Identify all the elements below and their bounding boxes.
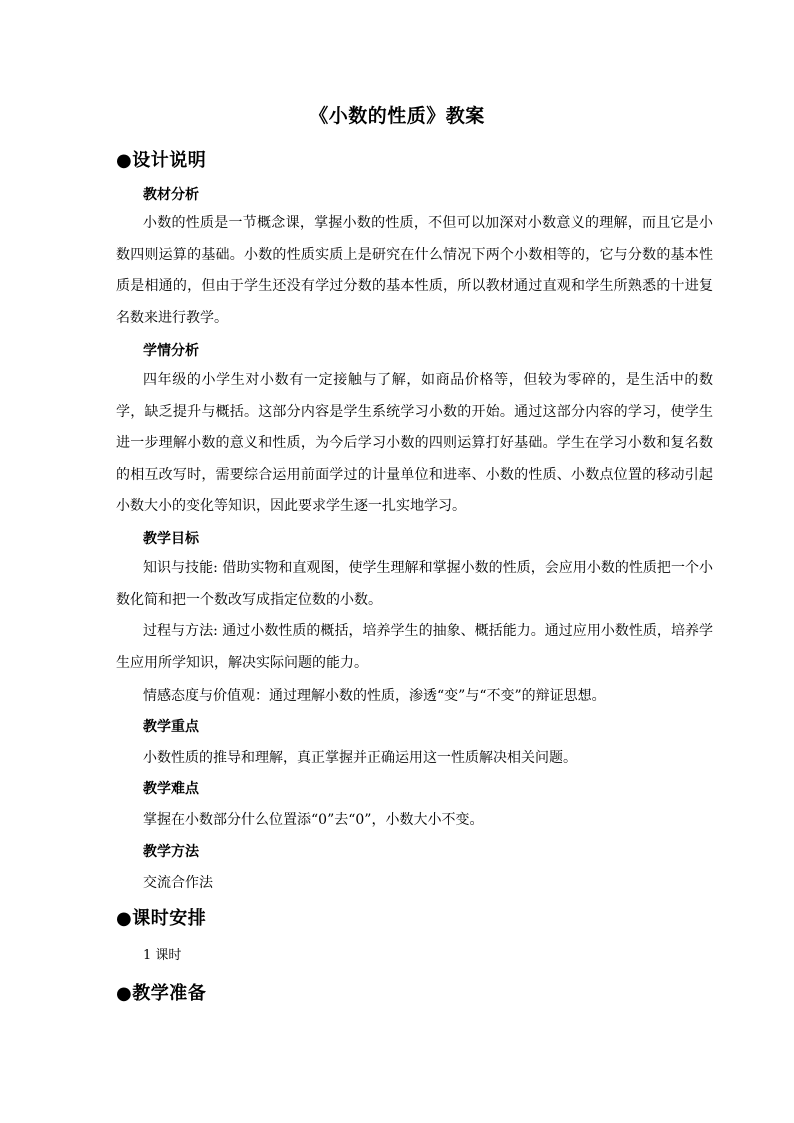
paragraph-goal-process: 过程与方法: 通过小数性质的概括，培养学生的抽象、概括能力。通过应用小数性质，培养学生应用所学知识，解决实际问题的能力。 [116,623,713,671]
subheading-teaching-goals: 教学目标 [143,531,199,547]
subheading-material-analysis: 教材分析 [143,187,199,203]
paragraph-schedule: 1 课时 [143,948,182,963]
section-heading-design: ●设计说明 [116,150,207,171]
subheading-student-analysis: 学情分析 [143,343,199,359]
paragraph-methods: 交流合作法 [143,875,213,891]
subheading-key-points: 教学重点 [143,719,199,735]
subheading-difficulties: 教学难点 [143,781,199,797]
subheading-methods: 教学方法 [143,844,199,860]
document-title: 《小数的性质》教案 [309,105,485,127]
paragraph-difficulties: 掌握在小数部分什么位置添“0”去“0”，小数大小不变。 [143,812,484,828]
section-heading-preparation: ●教学准备 [116,983,207,1004]
paragraph-student-analysis: 四年级的小学生对小数有一定接触与了解，如商品价格等，但较为零碎的，是生活中的数学，缺乏提升与概括。这部分内容是学生系统学习小数的开始。通过这部分内容的学习，使学生进一步理解小数的意义和性质，为今后学习小数的四则运算打好基础。学生在学习小数和复名数的相互改写时，需要综合运用前面学过的计量单位和进率、小数的性质、小数点位置的移动引起小数大小的变化等知识，因此要求学生逐一扎实地学习。 [116,372,713,514]
section-heading-schedule: ●课时安排 [116,908,207,929]
paragraph-goal-knowledge: 知识与技能: 借助实物和直观图，使学生理解和掌握小数的性质，会应用小数的性质把一个小数化简和把一个数改写成指定位数的小数。 [116,560,713,608]
paragraph-material-analysis: 小数的性质是一节概念课，掌握小数的性质，不但可以加深对小数意义的理解，而且它是小数四则运算的基础。小数的性质实质上是研究在什么情况下两个小数相等的，它与分数的基本性质是相通的，但由于学生还没有学过分数的基本性质，所以教材通过直观和学生所熟悉的十进复名数来进行教学。 [116,215,713,326]
paragraph-key-points: 小数性质的推导和理解，真正掌握并正确运用这一性质解决相关问题。 [143,750,577,766]
paragraph-goal-emotion: 情感态度与价值观：通过理解小数的性质，渗透“变”与“不变”的辩证思想。 [143,688,606,704]
